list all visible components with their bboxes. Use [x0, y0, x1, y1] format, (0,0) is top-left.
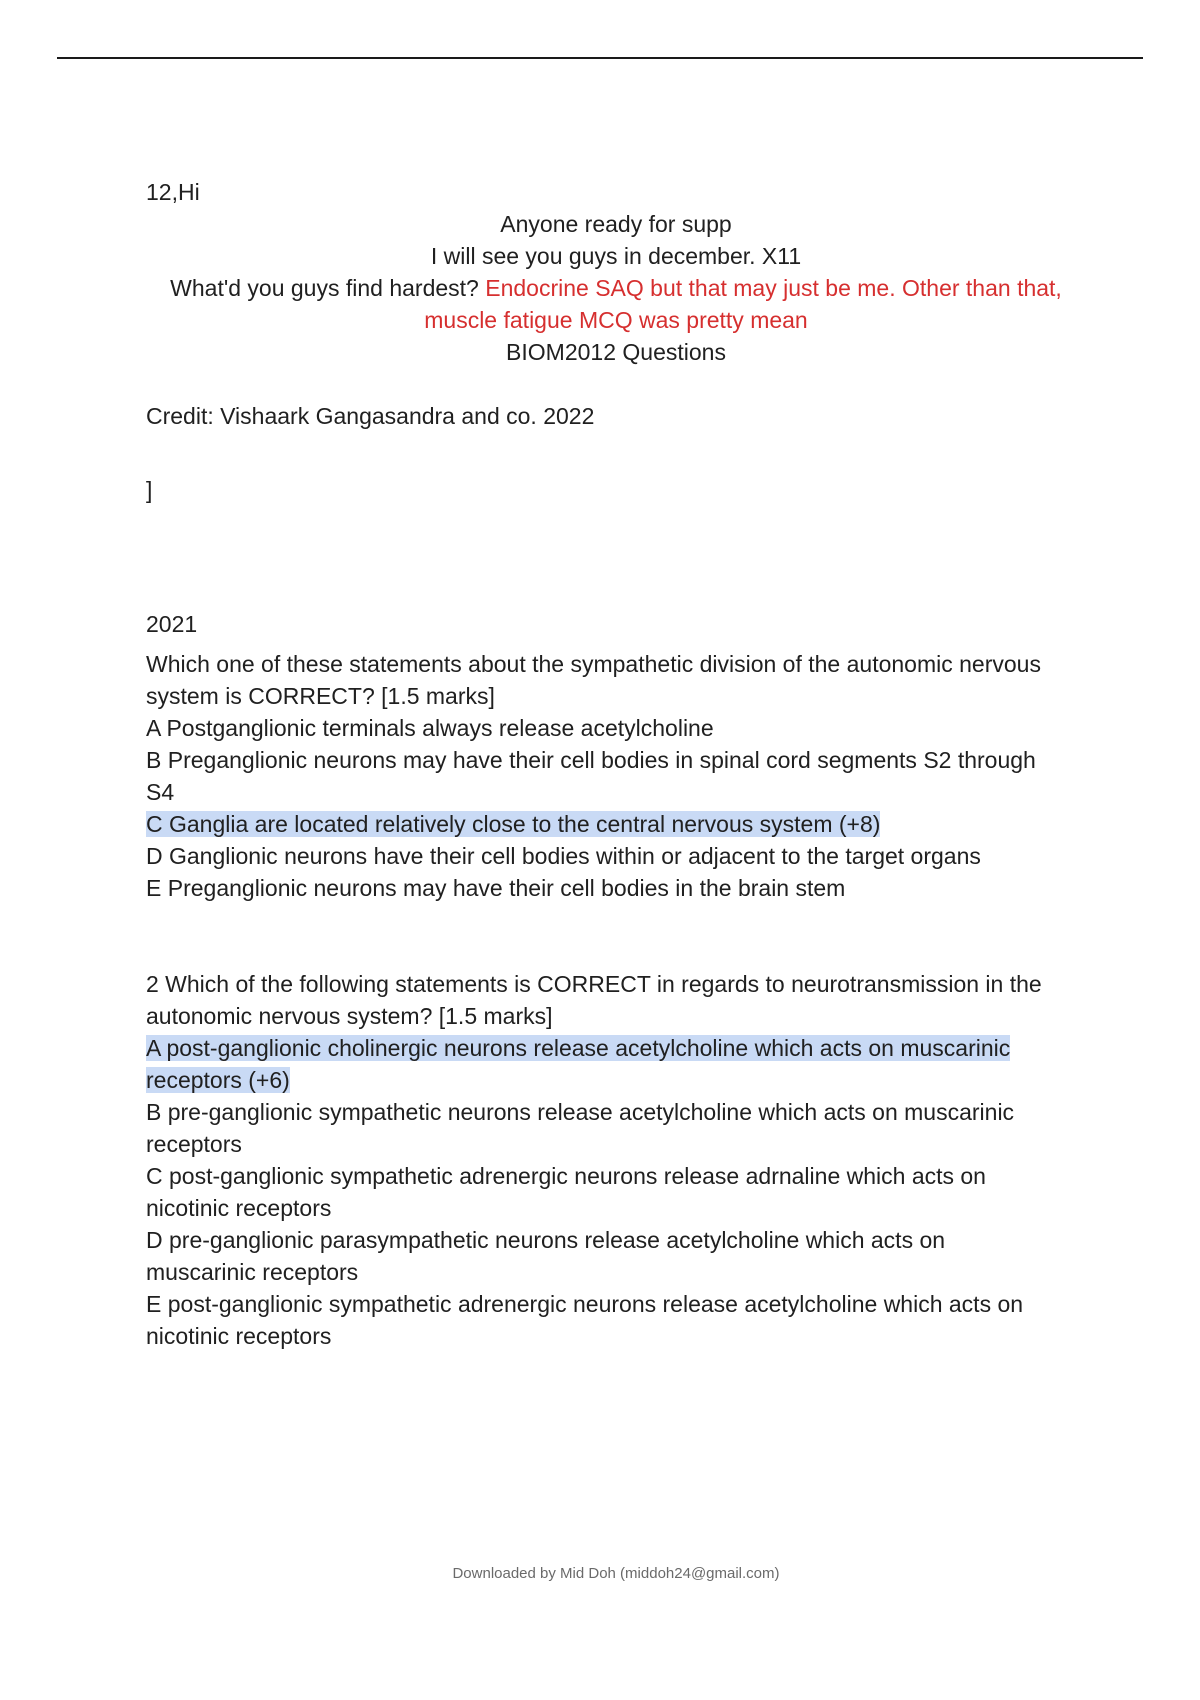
- question-2-option-b-cont: receptors: [146, 1131, 242, 1157]
- credit-text: Credit: Vishaark Gangasandra and co. 2022: [146, 403, 595, 429]
- question-2-stem-line-2: autonomic nervous system? [1.5 marks]: [146, 1003, 553, 1029]
- question-2-option-d: D pre-ganglionic parasympathetic neurons release acetylcholine which acts on: [146, 1227, 946, 1253]
- question-2-option-b: B pre-ganglionic sympathetic neurons release acetylcholine which acts on muscarinic: [146, 1099, 1015, 1125]
- question-2-option-e-cont: nicotinic receptors: [146, 1323, 332, 1349]
- credit-block: [146, 400, 1086, 432]
- section-year: 2021: [146, 611, 198, 637]
- question-1: [146, 648, 1086, 904]
- question-2-option-a-correct-cont: receptors (+6): [146, 1067, 290, 1093]
- hardest-question: [146, 272, 1086, 336]
- header-line-1: Anyone ready for supp: [500, 211, 732, 237]
- question-1-option-e: E Preganglionic neurons may have their cell bodies in the brain stem: [146, 875, 846, 901]
- hardest-question-prefix: What'd you guys find hardest?: [170, 275, 479, 301]
- intro-text: 12,Hi: [146, 179, 200, 205]
- header-line-2: I will see you guys in december. X11: [430, 243, 802, 269]
- top-rule: [57, 57, 1143, 59]
- stray-bracket: ]: [146, 477, 153, 503]
- question-2-option-a-correct: A post-ganglionic cholinergic neurons release acetylcholine which acts on muscarinic: [146, 1035, 1011, 1061]
- hardest-question-answer: Endocrine SAQ but that may just be me. Other than that, muscle fatigue MCQ was pretty mean: [424, 275, 1062, 333]
- question-1-stem-line-2: system is CORRECT? [1.5 marks]: [146, 683, 495, 709]
- year-block: [146, 608, 1086, 640]
- question-2-option-e: E post-ganglionic sympathetic adrenergic neurons release acetylcholine which acts on: [146, 1291, 1024, 1317]
- question-1-stem-line-1: Which one of these statements about the sympathetic division of the autonomic nervous: [146, 651, 1041, 677]
- question-1-option-c-correct: C Ganglia are located relatively close to the central nervous system (+8): [146, 811, 881, 837]
- question-1-option-a: A Postganglionic terminals always release acetylcholine: [146, 715, 714, 741]
- question-1-option-b: B Preganglionic neurons may have their cell bodies in spinal cord segments S2 through: [146, 747, 1036, 773]
- question-2-stem-line-1: 2 Which of the following statements is CORRECT in regards to neurotransmission in the: [146, 971, 1042, 997]
- question-2: [146, 968, 1086, 1352]
- centered-header: [146, 208, 1086, 368]
- question-2-option-c: C post-ganglionic sympathetic adrenergic neurons release adrnaline which acts on: [146, 1163, 986, 1189]
- question-1-option-b-cont: S4: [146, 779, 175, 805]
- document-title: BIOM2012 Questions: [506, 339, 726, 365]
- question-2-option-c-cont: nicotinic receptors: [146, 1195, 332, 1221]
- question-2-option-d-cont: muscarinic receptors: [146, 1259, 359, 1285]
- download-footer: Downloaded by Mid Doh (middoh24@gmail.com): [452, 1565, 780, 1582]
- intro-block: [146, 176, 1086, 208]
- bracket-block: [146, 474, 1086, 506]
- question-1-option-d: D Ganglionic neurons have their cell bodies within or adjacent to the target organs: [146, 843, 981, 869]
